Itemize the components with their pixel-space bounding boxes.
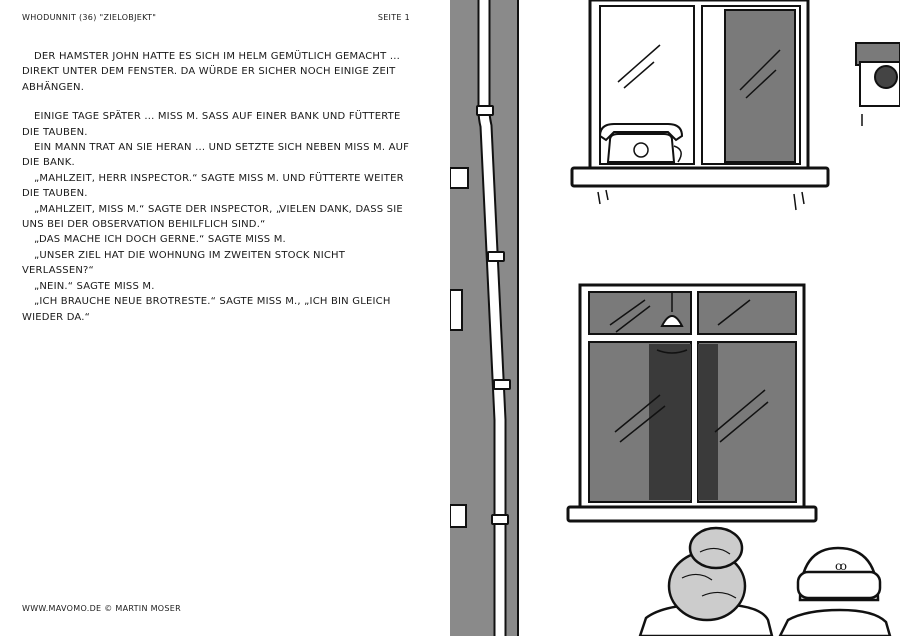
story-paragraph: EINIGE TAGE SPÄTER ... MISS M. SASS AUF EINER BANK UND FÜTTERTE DIE TAUBEN. [22,111,401,138]
story-paragraph: DER HAMSTER JOHN HATTE ES SICH IM HELM GEMÜTLICH GEMACHT ... DIREKT UNTER DEM FENSTER. DA WÜRDE ER SICHER NOCH EINIGE ZEIT ABHÄNGEN. [22,51,400,93]
beanie-mark: ꝏ [835,559,847,573]
story-paragraph: „MAHLZEIT, HERR INSPECTOR.“ SAGTE MISS M. UND FÜTTERTE WEITER DIE TAUBEN. [22,172,404,200]
episode-title: WHODUNNIT (36) "ZIELOBJEKT" [22,13,157,22]
story-paragraph: „MAHLZEIT, MISS M.“ SAGTE DER INSPECTOR, „VIELEN DANK, DASS SIE UNS BEI DER OBSERVATION BEHILFLICH SIND.“ [22,203,403,231]
upper-window [572,0,828,210]
story-paragraph: „ICH BRAUCHE NEUE BROTRESTE.“ SAGTE MISS M., „ICH BIN GLEICH WIEDER DA.“ [22,296,391,323]
footer-credit: WWW.MAVOMO.DE © MARTIN MOSER [22,604,181,613]
story-paragraph: „NEIN.“ SAGTE MISS M. [34,280,155,292]
story-text [22,49,420,325]
story-paragraph: „UNSER ZIEL HAT DIE WOHNUNG IM ZWEITEN STOCK NICHT VERLASSEN?“ [22,249,346,277]
lower-window [568,285,816,521]
page-number: SEITE 1 [377,13,410,22]
story-paragraph: EIN MANN TRAT AN SIE HERAN ... UND SETZTE SICH NEBEN MISS M. AUF DIE BANK. [22,142,410,169]
comic-panel [450,0,900,636]
story-paragraph: „DAS MACHE ICH DOCH GERNE.“ SAGTE MISS M. [34,234,286,246]
telephone-icon [600,124,682,162]
